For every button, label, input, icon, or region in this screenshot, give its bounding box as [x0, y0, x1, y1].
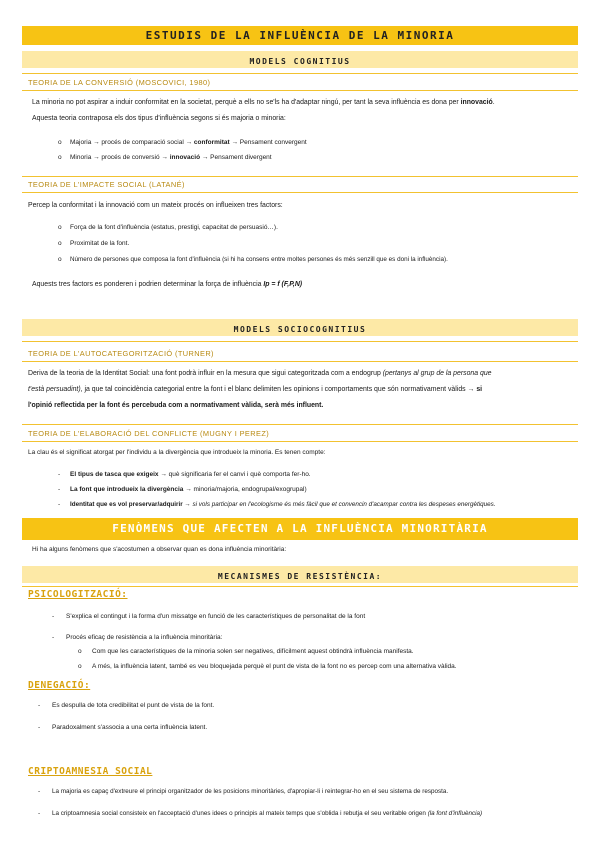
section-title-models-cognitius: MODELS COGNITIUS [249, 57, 351, 66]
paragraph-autocat-2: t'està persuadint), ja que tal coincidència categorial entre la font i el blanc delimiten les opinions i comportaments que són normativament vàlids → si [28, 386, 483, 393]
heading-conversio: TEORIA DE LA CONVERSIÓ (MOSCOVICI, 1980) [28, 78, 211, 87]
list-item-denegacio-1: Es despulla de tota credibilitat el punt de vista de la font. [52, 702, 215, 709]
section-title-mecanismes: MECANISMES DE RESISTÈNCIA: [217, 572, 383, 581]
paragraph-conversio-1: La minoria no pot aspirar a induir conformitat en la societat, perquè a ells no se'ls ha d'adaptar ningú, per tant la seva influència es dona per innovació. [32, 99, 495, 106]
bullet-o: o [58, 154, 62, 161]
list-item-cripto-2: La criptoamnesia social consisteix en l'acceptació d'unes idees o principis al mateix temps que s'oblida i rebutja el seu veritable origen (la font d'influència) [52, 810, 483, 817]
list-item-proximitat: Proximitat de la font. [70, 240, 130, 247]
bullet-dash: - [58, 486, 61, 493]
list-item-majoria: Majoria → procés de comparació social → conformitat → Pensament convergent [70, 139, 307, 146]
heading-elaboracio: TEORIA DE L'ELABORACIÓ DEL CONFLICTE (MUGNY I PEREZ) [28, 429, 270, 438]
label-psicologitzacio: PSICOLOGITZACIÓ: [28, 589, 128, 600]
bullet-dash: - [52, 634, 55, 641]
paragraph-elaboracio-1: La clau és el significat atorgat per l'individu a la divergència que introdueix la minoria. Es tenen compte: [28, 449, 326, 456]
bullet-dash: - [38, 788, 41, 795]
divider [22, 90, 578, 91]
list-item-denegacio-2: Paradoxalment s'associa a una certa influència latent. [52, 724, 208, 731]
label-criptoamnesia: CRIPTOAMNESIA SOCIAL [28, 766, 153, 777]
list-item-psico-sub-2: A més, la influència latent, també es veu bloquejada perquè el punt de vista de la font no es percep com una alternativa vàlida. [92, 663, 457, 670]
list-item-psico-sub-1: Com que les característiques de la minoria solen ser negatives, difícilment aquest obtindrà influència manifesta. [92, 648, 414, 655]
divider [22, 192, 578, 193]
section-band-mecanismes [22, 566, 578, 583]
section-band-models-sociocognitius [22, 319, 578, 336]
divider [22, 361, 578, 362]
list-item-psico-1: S'explica el contingut i la forma d'un missatge en funció de les característiques de personalitat de la font [66, 613, 366, 620]
bullet-dash: - [38, 702, 41, 709]
bullet-o: o [78, 663, 82, 670]
list-item-numero: Número de persones que composa la font d'influència (si hi ha consens entre moltes persones és més senzill que es doni la influència). [70, 256, 448, 263]
label-denegacio: DENEGACIÓ: [28, 680, 91, 691]
list-item-tasca: El tipus de tasca que exigeix → què significaria fer el canvi i què comporta fer-ho. [70, 471, 311, 478]
section-band-fenomens [22, 518, 578, 540]
divider [22, 424, 578, 425]
paragraph-fenomens-intro: Hi ha alguns fenòmens que s'acostumen a observar quan es dona influència minoritària: [32, 546, 287, 553]
list-item-psico-2: Procés eficaç de resistència a la influència minoritària: [66, 634, 223, 641]
bullet-o: o [58, 256, 62, 263]
bullet-o: o [58, 139, 62, 146]
section-title-fenomens: FENÒMENS QUE AFECTEN A LA INFLUÈNCIA MINORITÀRIA [112, 522, 488, 535]
divider [22, 441, 578, 442]
bullet-dash: - [38, 810, 41, 817]
page-title-band [22, 26, 578, 45]
page-title: ESTUDIS DE LA INFLUÈNCIA DE LA MINORIA [145, 29, 455, 42]
heading-autocategoritzacio: TEORIA DE L'AUTOCATEGORITZACIÓ (TURNER) [28, 349, 214, 358]
bullet-dash: - [38, 724, 41, 731]
list-item-identitat: Identitat que es vol preservar/adquirir → si vols participar en l'ecologisme és més fàcil que et convencin d'acampar contra les despeses energètiques. [70, 501, 496, 508]
list-item-forca: Força de la font d'influència (estatus, prestigi, capacitat de persuasió…). [70, 224, 278, 231]
list-item-font: La font que introdueix la divergència → minoria/majoria, endogrupal/exogrupal) [70, 486, 307, 493]
bullet-dash: - [52, 613, 55, 620]
divider [22, 586, 578, 587]
paragraph-autocat-3: l'opinió reflectida per la font és percebuda com a normativament vàlida, serà més influent. [28, 402, 324, 409]
section-title-models-sociocognitius: MODELS SOCIOCOGNITIUS [233, 325, 367, 334]
bullet-o: o [58, 224, 62, 231]
bullet-o: o [78, 648, 82, 655]
list-item-minoria: Minoria → procés de conversió → innovació → Pensament divergent [70, 154, 272, 161]
paragraph-impacte-2: Aquests tres factors es ponderen i podrien determinar la força de influència Ip = f (F,P,N) [32, 281, 303, 288]
list-item-cripto-1: La majoria es capaç d'extreure el principi organitzador de les posicions minoritàries, d'apropiar-li i reintegrar-ho en el seu sistema de resposta. [52, 788, 449, 795]
bullet-dash: - [58, 501, 61, 508]
paragraph-conversio-2: Aquesta teoria contraposa els dos tipus d'influència segons si és majoria o minoria: [32, 115, 286, 122]
heading-impacte: TEORIA DE L'IMPACTE SOCIAL (LATANÉ) [28, 180, 185, 189]
bullet-dash: - [58, 471, 61, 478]
divider [22, 73, 578, 74]
divider [22, 176, 578, 177]
bullet-o: o [58, 240, 62, 247]
divider [22, 341, 578, 342]
section-band-models-cognitius [22, 51, 578, 68]
paragraph-impacte-1: Percep la conformitat i la innovació com un mateix procés on influeixen tres factors: [28, 202, 283, 209]
paragraph-autocat-1: Deriva de la teoria de la Identitat Social: una font podrà influir en la mesura que sigui categoritzada com a endogrup (pertanys al grup de la persona que [28, 370, 492, 377]
